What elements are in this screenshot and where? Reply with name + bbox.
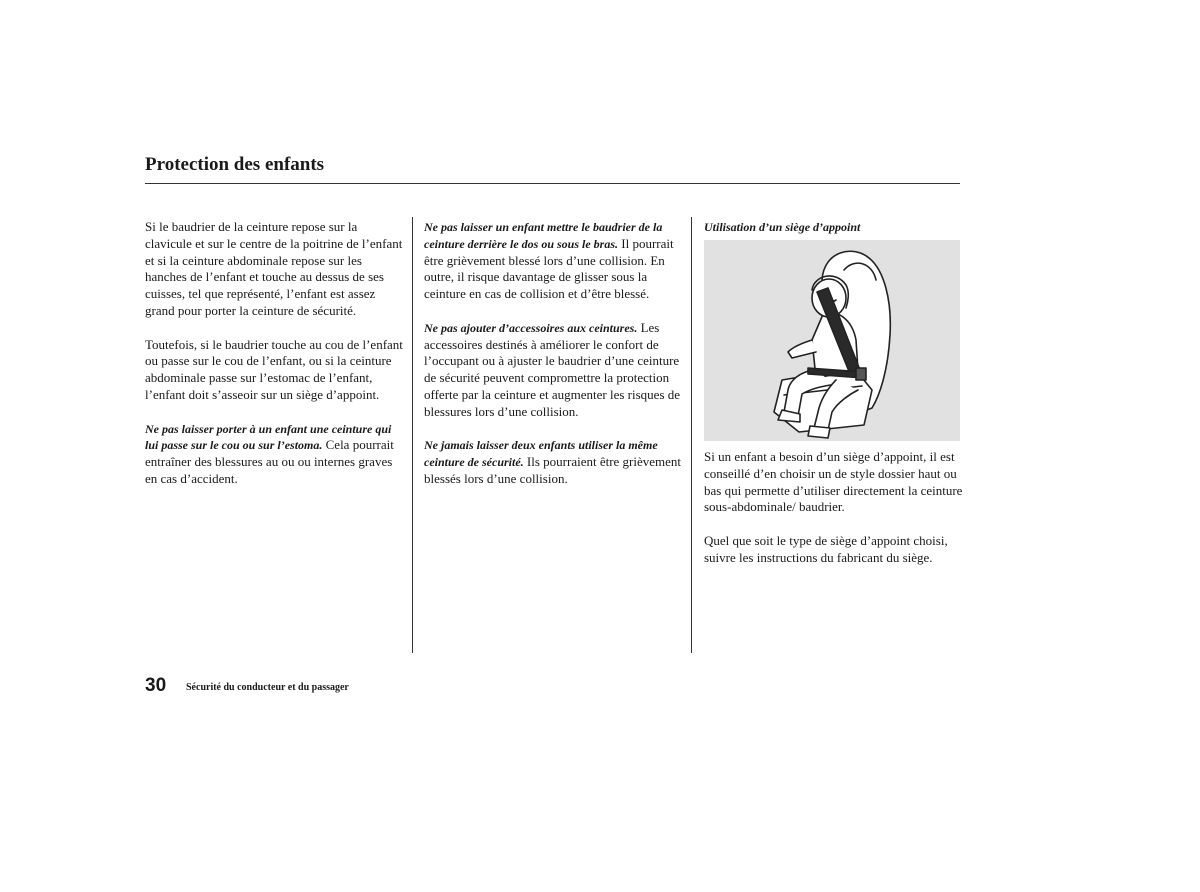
paragraph-booster-needed: Toutefois, si le baudrier touche au cou de l’enfant ou passe sur le cou de l’enfant, ou si la ceinture abdominale passe sur l’estomac de l’enfant, l’enfant doit s’asseoir sur un siège d’appoint. [145,336,403,402]
warning-behind-back-bold: Ne pas laisser un enfant mettre le baudrier de la ceinture derrière le dos ou sous le bras. [424,220,663,251]
warning-two-children [424,437,686,487]
paragraph-follow-instructions: Quel que soit le type de siège d’appoint choisi, suivre les instructions du fabricant du siège. [704,532,948,565]
column-1 [145,219,407,505]
title-rule [145,183,960,184]
column-divider-1 [412,217,413,653]
paragraph-choose-booster: Si un enfant a besoin d’un siège d’appoint, il est conseillé d’en choisir un de style dossier haut ou bas qui permette d’utiliser directement la ceinture sous-abdominale/ baudrier. [704,449,963,515]
footer-section-title: Sécurité du conducteur et du passager [186,682,349,693]
warning-neck-belt-bold: Ne pas laisser porter à un enfant une ceinture qui lui passe sur le cou ou sur l’estoma. [145,421,392,453]
paragraph-belt-fit: Si le baudrier de la ceinture repose sur la clavicule et sur le centre de la poitrine de l’enfant et si la ceinture abdominale repose sur les hanches de l’enfant et touche au dessus de ses cuisses, tel que représenté, l’enfant est assez grand pour porter la ceinture de sécurité. [145,219,403,318]
warning-two-children-text: Ils pourraient être grièvement blessés lors d’une collision. [424,454,682,486]
warning-neck-belt-text: Cela pourrait entraîner des blessures au ou ou internes graves en cas d’accident. [145,437,394,486]
column-divider-2 [691,217,692,653]
warning-behind-back [424,219,686,303]
warning-two-children-bold: Ne jamais laisser deux enfants utiliser la même ceinture de sécurité. [424,438,658,470]
warning-accessories-bold: Ne pas ajouter d’accessoires aux ceintures. [424,320,638,335]
child-in-booster-seat-drawing [704,240,960,441]
column-3 [704,219,966,583]
warning-accessories-text: Les accessoires destinés à améliorer le confort de l’occupant ou à ajuster le baudrier d’une ceinture de sécurité peuvent compromettre la protection offerte par la ceinture et augmenter les risques de blessures lors d’une collision. [424,319,681,419]
page-number: 30 [145,675,167,696]
warning-accessories [424,320,686,421]
page-title: Protection des enfants [145,154,325,175]
warning-neck-belt [145,421,407,488]
figure-caption: Utilisation d’un siège d’appoint [704,220,861,234]
booster-seat-illustration [704,240,960,441]
warning-behind-back-text: Il pourrait être grièvement blessé lors d’une collision. En outre, il risque davantage de glisser sous la ceinture en cas de collision et d’être blessé. [424,235,674,302]
column-2 [424,219,686,505]
